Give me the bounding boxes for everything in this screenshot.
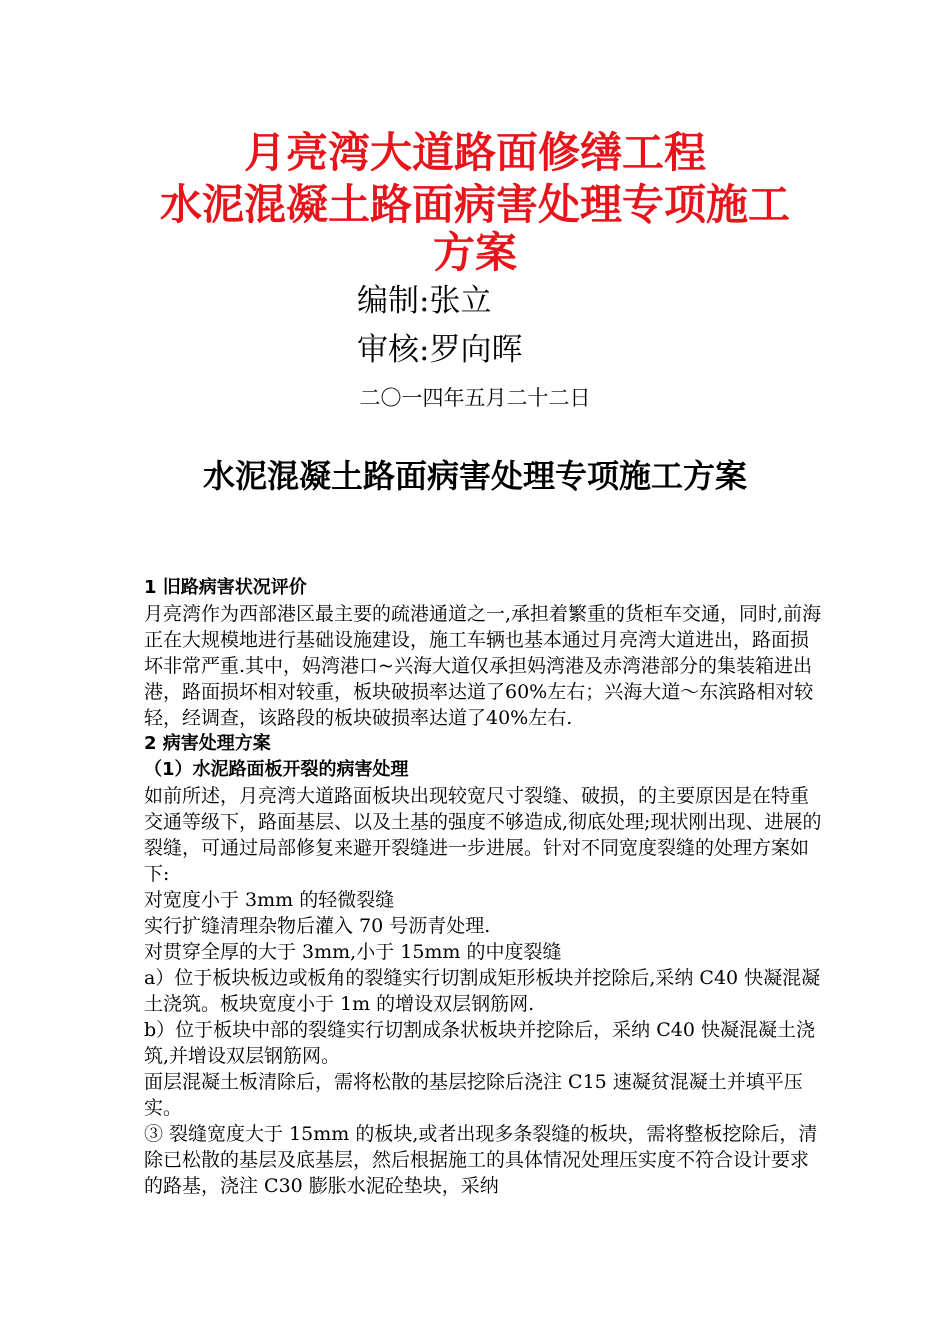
body-paragraph: 月亮湾作为西部港区最主要的疏港通道之一,承担着繁重的货柜车交通，同时,前海正在大规模地进行基础设施建设，施工车辆也基本通过月亮湾大道进出，路面损坏非常严重.其中，妈湾港口~兴海大道仅承担妈湾港及赤湾港部分的集装箱进出港，路面损坏相对较重，板块破损率达道了60%左右；兴海大道～东滨路相对较轻，经调查，该路段的板块破损率达道了40%左右. <box>144 603 822 729</box>
document-date: 二〇一四年五月二十二日 <box>359 386 591 410</box>
document-body <box>144 575 824 1199</box>
body-paragraph: 如前所述，月亮湾大道路面板块出现较宽尺寸裂缝、破损，的主要原因是在特重交通等级下，路面基层、以及土基的强度不够造成,彻底处理;现状刚出现、进展的裂缝，可通过局部修复来避开裂缝进一步进展。针对不同宽度裂缝的处理方案如下: <box>144 785 822 885</box>
cover-title-line-2: 水泥混凝土路面病害处理专项施工 <box>159 180 790 229</box>
reviewer-line: 审核:罗向晖 <box>357 332 523 368</box>
body-paragraph: a）位于板块板边或板角的裂缝实行切割成矩形板块并挖除后,采纳 C40 快凝混凝土浇筑。板块宽度小于 1m 的增设双层钢筋网. <box>144 967 821 1015</box>
body-paragraph: 对宽度小于 3mm 的轻微裂缝 <box>144 889 395 911</box>
document-title: 水泥混凝土路面病害处理专项施工方案 <box>202 457 747 495</box>
body-paragraph: ③ 裂缝宽度大于 15mm 的板块,或者出现多条裂缝的板块，需将整板挖除后，清除已松散的基层及底基层，然后根据施工的具体情况处理压实度不符合设计要求的路基，浇注 C30 膨胀水泥砼垫块，采纳 <box>144 1123 818 1197</box>
body-paragraph: 实行扩缝清理杂物后灌入 70 号沥青处理. <box>144 915 491 937</box>
body-paragraph: 面层混凝土板清除后，需将松散的基层挖除后浇注 C15 速凝贫混凝土并填平压实。 <box>144 1071 803 1119</box>
editor-line: 编制:张立 <box>357 283 492 319</box>
section-heading: 1 旧路病害状况评价 <box>144 577 307 598</box>
cover-title-line-1: 月亮湾大道路面修缮工程 <box>243 128 706 177</box>
cover-title-line-3: 方案 <box>432 228 517 277</box>
section-heading: （1）水泥路面板开裂的病害处理 <box>144 759 409 780</box>
section-heading: 2 病害处理方案 <box>144 733 271 754</box>
body-paragraph: 对贯穿全厚的大于 3mm,小于 15mm 的中度裂缝 <box>144 941 562 963</box>
body-paragraph: b）位于板块中部的裂缝实行切割成条状板块并挖除后，采纳 C40 快凝混凝土浇筑,并增设双层钢筋网。 <box>144 1019 815 1067</box>
